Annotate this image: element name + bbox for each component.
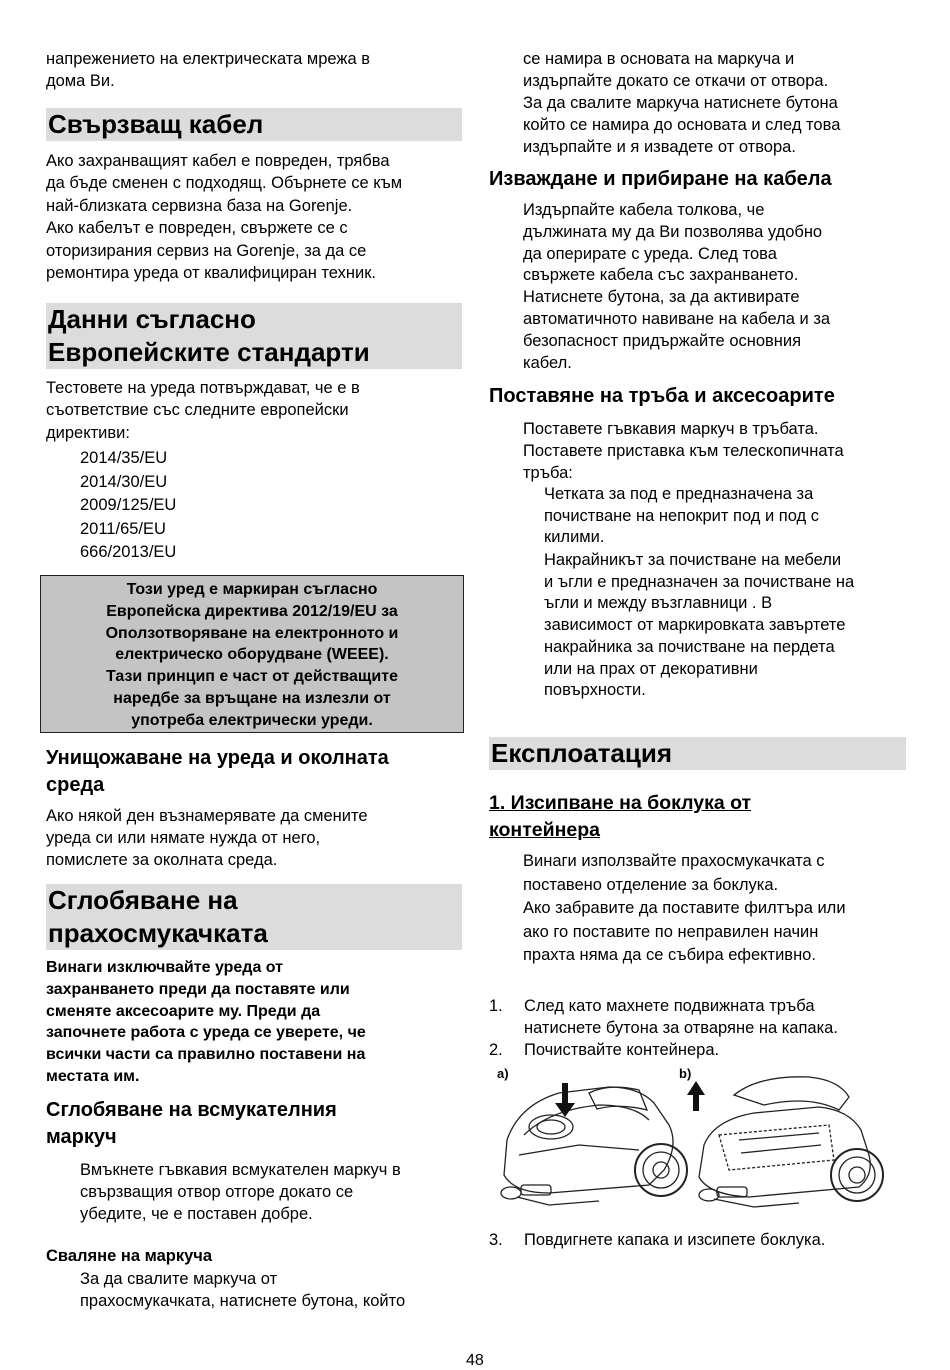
step-number: 1. [489,997,503,1015]
eu-directive-list: 2014/35/EU 2014/30/EU 2009/125/EU 2011/65/EU 666/2013/EU [80,449,177,562]
heading-tube-accessories: Поставяне на тръба и аксесоарите [489,385,835,407]
intro-text: напрежението на електрическата мрежа в дома Ви. [46,50,370,91]
heading-cable-rewind: Изваждане и прибиране на кабела [489,168,832,190]
weee-notice-box: Този уред е маркиран съгласно Европейска директива 2012/19/EU за Оползотворяване на електронното и електрическо оборудване (WEEE). Тази принцип е част от действащите наредбе за връщане на излезли от употреба електрически уреди. [40,575,464,733]
assembly-warning: Винаги изключвайте уреда от захранването преди да поставяте или сменяте аксесоарите му. Преди да започнете работа с уреда се уверете, че всички части са правилно поставени на местата им. [46,959,366,1085]
vacuum-closed-figure [501,1087,687,1205]
hose-text: Вмъкнете гъвкавия всмукателен маркуч в свързващия отвор отгоре докато се убедите, че е поставен добре. [80,1161,401,1223]
hose-removal-text: За да свалите маркуча от прахосмукачката, натиснете бутона, който [80,1270,406,1310]
figure-label-a: a) [497,1066,509,1081]
section-heading-assembly: Сглобяване на прахосмукачката [46,884,462,950]
floor-brush-text: Четката за под е предназначена за почистване на непокрит под и под с килими. [544,485,819,547]
cable-text: Ако захранващият кабел е повреден, трябва да бъде сменен с подходящ. Обърнете се към най-близката сервизна база на Gorenje. Ако кабелът е повреден, свържете се с оторизирания сервиз на Gorenje, за да се ремонтира уреда от квалифициран техник. [46,152,403,283]
subheading-empty-container: 1. Изсипване на боклука от контейнера [489,792,752,841]
operation-text: Винаги използвайте прахосмукачката с поставено отделение за боклука. Ако забравите да поставите филтъра или ако го поставите по неправилен начин прахта няма да се събира ефективно. [523,852,846,965]
section-heading-cable: Свързващ кабел [46,108,462,141]
vacuum-container-illustration [489,1065,906,1225]
section-heading-eu: Данни съгласно Европейските стандарти [46,303,462,369]
heading-hose-removal: Сваляне на маркуча [46,1247,213,1265]
eu-text: Тестовете на уреда потвърждават, че е в съответствие със следните европейски директиви: [46,379,360,442]
step-number: 3. [489,1231,503,1249]
tube-text: Поставете гъвкавия маркуч в тръбата. Поставете приставка към телескопичната тръба: [523,420,844,482]
cable-rewind-text: Издърпайте кабела толкова, че дължината му да Ви позволява удобно да оперирате с уреда. След това свържете кабела със захранването. Натиснете бутона, за да активирате автоматичното навиване на кабела и за безопасност придържайте основния кабел. [523,201,831,372]
step-text: Повдигнете капака и изсипете боклука. [524,1231,826,1249]
step-text: Почиствайте контейнера. [524,1041,720,1059]
arrow-up-icon [687,1081,705,1111]
section-heading-operation: Експлоатация [489,737,906,770]
nozzle-text: Накрайникът за почистване на мебели и ъгли е предназначен за почистване на ъгли и между възглавници . В зависимост от маркировката завъртете накрайника за почистване на пердета или на прах от декоративни повърхности. [544,551,855,700]
step-text: След като махнете подвижната тръба натиснете бутона за отваряне на капака. [524,997,838,1037]
vacuum-open-figure [699,1077,883,1207]
arrow-down-icon [555,1083,575,1117]
disposal-text: Ако някой ден възнамерявате да смените уреда си или нямате нужда от него, помислете за околната среда. [46,807,368,869]
page-number: 48 [466,1352,484,1369]
section-heading-hose: Сглобяване на всмукателния маркуч [46,1099,337,1148]
section-heading-disposal: Унищожаване на уреда и околната среда [46,747,389,796]
step-number: 2. [489,1041,503,1059]
hose-removal-continued: се намира в основата на маркуча и издърпайте докато се откачи от отвора. За да свалите маркуча натиснете бутона който се намира до основата и след това издърпайте и я извадете от отвора. [523,50,841,156]
figure-label-b: b) [679,1066,692,1081]
